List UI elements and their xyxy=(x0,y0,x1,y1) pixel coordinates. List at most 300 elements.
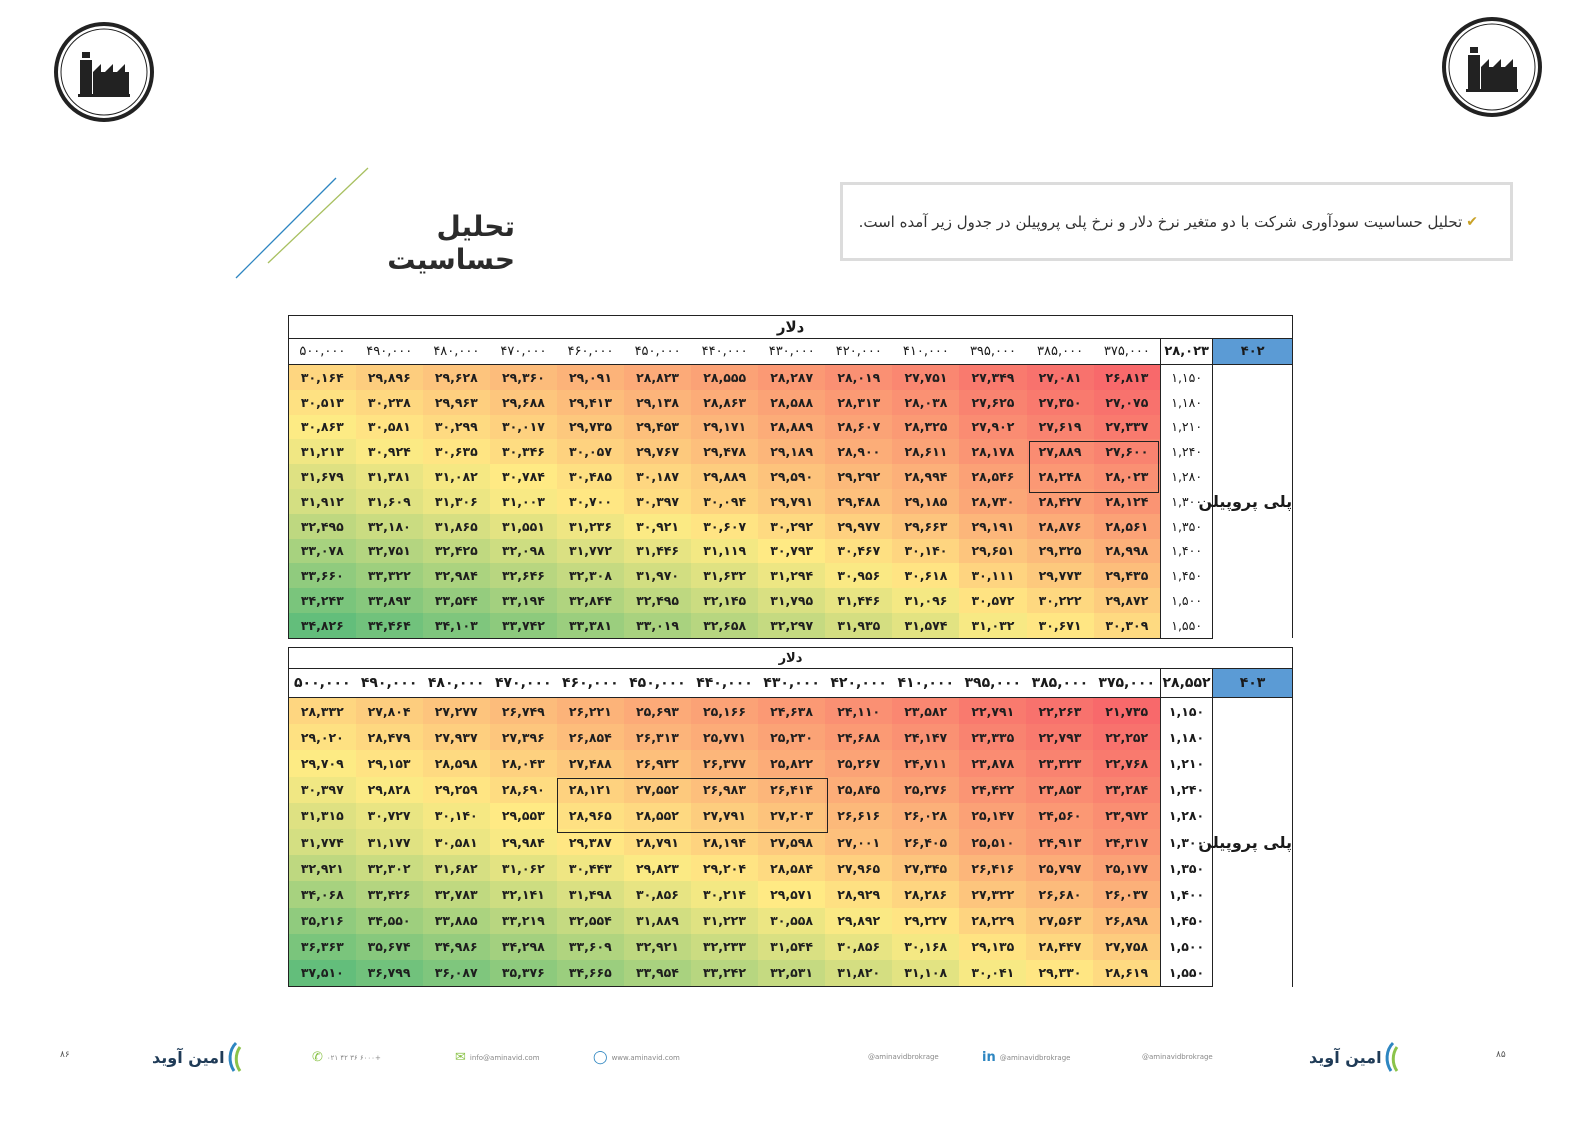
profit-cell: ۲۹,۷۳۵ xyxy=(557,415,624,440)
profit-cell: ۳۰,۷۸۴ xyxy=(490,464,557,489)
profit-cell: ۳۲,۲۹۷ xyxy=(758,613,825,638)
polypropylene-rate: ۱,۴۰۰ xyxy=(1161,539,1213,564)
profit-cell: ۲۹,۱۵۳ xyxy=(356,750,423,776)
profit-cell: ۲۸,۸۶۳ xyxy=(691,390,758,415)
profit-cell: ۳۲,۹۲۱ xyxy=(289,855,356,881)
profit-cell: ۳۶,۳۶۳ xyxy=(289,934,356,960)
profit-cell: ۲۸,۴۴۷ xyxy=(1026,934,1093,960)
profit-cell: ۲۸,۱۲۱ xyxy=(557,777,624,803)
table-row xyxy=(289,829,1293,855)
profit-cell: ۳۰,۷۰۰ xyxy=(557,489,624,514)
brand-mark-icon xyxy=(225,1042,247,1072)
profit-cell: ۳۰,۲۲۲ xyxy=(1027,588,1094,613)
phone-icon: ✆ xyxy=(312,1050,323,1065)
dollar-rate-header: ۴۴۰,۰۰۰ xyxy=(691,339,758,365)
profit-cell: ۳۱,۰۸۲ xyxy=(423,464,490,489)
profit-cell: ۲۸,۵۶۱ xyxy=(1094,514,1161,539)
profit-cell: ۲۸,۶۱۱ xyxy=(892,439,959,464)
profit-cell: ۳۶,۷۹۹ xyxy=(356,960,423,987)
profit-cell: ۲۳,۲۸۴ xyxy=(1093,777,1160,803)
profit-cell: ۲۷,۳۴۵ xyxy=(892,855,959,881)
profit-cell: ۳۰,۲۹۲ xyxy=(758,514,825,539)
profit-cell: ۲۷,۶۰۰ xyxy=(1094,439,1161,464)
profit-cell: ۳۲,۷۸۳ xyxy=(423,881,490,907)
profit-cell: ۳۳,۸۹۳ xyxy=(356,588,423,613)
profit-cell: ۳۰,۳۰۹ xyxy=(1094,613,1161,638)
profit-cell: ۲۷,۵۹۸ xyxy=(758,829,825,855)
brand-name: امین آوید xyxy=(1309,1047,1382,1067)
polypropylene-rate: ۱,۵۰۰ xyxy=(1161,588,1213,613)
phone-text: ۰۲۱ ۴۲ ۳۶ ۶۰۰۰+ xyxy=(326,1053,381,1062)
profit-cell: ۲۸,۰۳۸ xyxy=(892,390,959,415)
profit-cell: ۳۱,۳۰۶ xyxy=(423,489,490,514)
profit-cell: ۲۹,۹۶۳ xyxy=(423,390,490,415)
profit-cell: ۳۵,۶۷۴ xyxy=(356,934,423,960)
profit-cell: ۳۱,۸۸۹ xyxy=(624,908,691,934)
profit-cell: ۲۵,۲۷۶ xyxy=(892,777,959,803)
profit-cell: ۲۴,۷۱۱ xyxy=(892,750,959,776)
dollar-rate-header: ۵۰۰,۰۰۰ xyxy=(289,669,356,698)
profit-cell: ۲۴,۶۸۸ xyxy=(825,724,892,750)
profit-cell: ۳۳,۹۵۴ xyxy=(624,960,691,987)
profit-cell: ۳۱,۷۷۲ xyxy=(557,539,624,564)
profit-cell: ۲۸,۳۳۲ xyxy=(289,698,356,725)
profit-cell: ۲۶,۶۱۶ xyxy=(825,803,892,829)
profit-cell: ۳۲,۷۵۱ xyxy=(356,539,423,564)
profit-cell: ۳۱,۸۲۰ xyxy=(825,960,892,987)
profit-cell: ۳۱,۰۶۲ xyxy=(490,855,557,881)
profit-cell: ۳۱,۵۵۱ xyxy=(490,514,557,539)
sensitivity-table-403 xyxy=(288,647,1293,987)
profit-cell: ۲۸,۵۹۸ xyxy=(423,750,490,776)
profit-cell: ۲۸,۸۷۶ xyxy=(1027,514,1094,539)
polypropylene-rate: ۱,۱۸۰ xyxy=(1161,390,1213,415)
profit-cell: ۲۷,۹۳۷ xyxy=(423,724,490,750)
table-row xyxy=(289,489,1293,514)
footer-linkedin[interactable] xyxy=(982,1050,1070,1065)
profit-cell: ۲۷,۲۷۷ xyxy=(423,698,490,725)
profit-cell: ۲۸,۹۹۴ xyxy=(892,464,959,489)
dollar-rate-header: ۳۸۵,۰۰۰ xyxy=(1027,339,1094,365)
profit-cell: ۳۱,۵۴۴ xyxy=(758,934,825,960)
profit-cell: ۲۶,۹۸۳ xyxy=(691,777,758,803)
brand-name: امین آوید xyxy=(152,1047,225,1067)
footer-social-3[interactable] xyxy=(1142,1053,1213,1061)
profit-cell: ۲۸,۴۷۹ xyxy=(356,724,423,750)
profit-cell: ۲۹,۳۸۷ xyxy=(557,829,624,855)
profit-cell: ۳۴,۱۰۳ xyxy=(423,613,490,638)
website-text: www.aminavid.com xyxy=(611,1053,680,1062)
polypropylene-rate: ۱,۱۵۰ xyxy=(1161,698,1213,725)
profit-cell: ۳۲,۳۰۲ xyxy=(356,855,423,881)
profit-cell: ۲۸,۸۸۹ xyxy=(758,415,825,440)
profit-cell: ۳۰,۶۳۵ xyxy=(423,439,490,464)
profit-cell: ۳۴,۹۸۶ xyxy=(423,934,490,960)
profit-cell: ۲۷,۲۰۳ xyxy=(758,803,825,829)
profit-cell: ۲۸,۰۱۹ xyxy=(825,365,892,390)
profit-cell: ۲۶,۴۰۵ xyxy=(892,829,959,855)
profit-cell: ۲۸,۳۲۵ xyxy=(892,415,959,440)
profit-cell: ۲۴,۶۳۸ xyxy=(758,698,825,725)
profit-cell: ۲۸,۱۷۸ xyxy=(959,439,1026,464)
profit-cell: ۲۶,۰۲۸ xyxy=(892,803,959,829)
profit-cell: ۳۴,۶۶۵ xyxy=(557,960,624,987)
dollar-rate-header: ۴۱۰,۰۰۰ xyxy=(892,339,959,365)
profit-cell: ۳۰,۸۵۶ xyxy=(825,934,892,960)
profit-cell: ۳۵,۲۱۶ xyxy=(289,908,356,934)
profit-cell: ۳۱,۷۹۵ xyxy=(758,588,825,613)
table-row xyxy=(289,750,1293,776)
profit-cell: ۲۵,۸۲۲ xyxy=(758,750,825,776)
profit-cell: ۳۳,۲۴۲ xyxy=(691,960,758,987)
profit-cell: ۲۴,۹۱۳ xyxy=(1026,829,1093,855)
profit-cell: ۳۰,۶۰۷ xyxy=(691,514,758,539)
profit-cell: ۳۱,۴۴۶ xyxy=(624,539,691,564)
profit-cell: ۲۵,۶۹۳ xyxy=(624,698,691,725)
profit-cell: ۳۰,۹۲۱ xyxy=(624,514,691,539)
profit-cell: ۲۵,۲۳۰ xyxy=(758,724,825,750)
profit-cell: ۲۴,۱۴۷ xyxy=(892,724,959,750)
page-number-left: ۸۶ xyxy=(60,1050,70,1060)
profit-cell: ۲۹,۷۶۷ xyxy=(624,439,691,464)
dollar-rate-header: ۳۸۵,۰۰۰ xyxy=(1026,669,1093,698)
profit-cell: ۲۸,۵۵۵ xyxy=(691,365,758,390)
profit-cell: ۲۸,۲۸۷ xyxy=(758,365,825,390)
dollar-rate-header: ۴۵۰,۰۰۰ xyxy=(624,339,691,365)
profit-cell: ۳۰,۷۲۷ xyxy=(356,803,423,829)
table-row xyxy=(289,415,1293,440)
profit-cell: ۳۲,۶۵۸ xyxy=(691,613,758,638)
profit-cell: ۲۷,۳۹۶ xyxy=(490,724,557,750)
profit-cell: ۲۸,۸۲۳ xyxy=(624,365,691,390)
profit-cell: ۲۹,۷۰۹ xyxy=(289,750,356,776)
dollar-rate-header: ۴۲۰,۰۰۰ xyxy=(825,669,892,698)
profit-cell: ۳۴,۲۴۳ xyxy=(289,588,356,613)
table-row xyxy=(289,613,1293,638)
table-row xyxy=(289,724,1293,750)
table-row xyxy=(289,588,1293,613)
factory-logo-icon xyxy=(1440,15,1544,119)
table-row xyxy=(289,803,1293,829)
profit-cell: ۳۳,۷۴۲ xyxy=(490,613,557,638)
polypropylene-rate: ۱,۳۵۰ xyxy=(1161,855,1213,881)
footer-website[interactable] xyxy=(593,1050,680,1065)
polypropylene-rate: ۱,۵۵۰ xyxy=(1161,613,1213,638)
profit-cell: ۳۴,۵۵۰ xyxy=(356,908,423,934)
profit-cell: ۳۰,۳۴۶ xyxy=(490,439,557,464)
table-row xyxy=(289,514,1293,539)
profit-cell: ۲۹,۴۱۳ xyxy=(557,390,624,415)
profit-cell: ۲۲,۷۹۱ xyxy=(959,698,1026,725)
profit-cell: ۳۰,۹۵۶ xyxy=(825,563,892,588)
profit-cell: ۳۰,۰۱۷ xyxy=(490,415,557,440)
profit-cell: ۲۷,۷۵۸ xyxy=(1093,934,1160,960)
profit-cell: ۲۸,۹۶۵ xyxy=(557,803,624,829)
profit-cell: ۲۹,۲۵۹ xyxy=(423,777,490,803)
profit-cell: ۲۹,۱۹۱ xyxy=(959,514,1026,539)
profit-cell: ۳۴,۴۶۴ xyxy=(356,613,423,638)
profit-cell: ۳۱,۱۰۸ xyxy=(892,960,959,987)
profit-cell: ۲۴,۴۲۲ xyxy=(959,777,1026,803)
profit-cell: ۲۸,۲۸۶ xyxy=(892,881,959,907)
profit-cell: ۲۳,۵۸۲ xyxy=(892,698,959,725)
profit-cell: ۲۸,۶۰۷ xyxy=(825,415,892,440)
profit-cell: ۲۷,۵۵۲ xyxy=(624,777,691,803)
profit-cell: ۲۲,۲۵۲ xyxy=(1093,724,1160,750)
profit-cell: ۲۸,۹۹۸ xyxy=(1094,539,1161,564)
profit-cell: ۲۹,۵۷۱ xyxy=(758,881,825,907)
mail-icon: ✉ xyxy=(455,1050,466,1065)
brand-logo-left xyxy=(148,1042,247,1072)
factory-logo-icon xyxy=(52,20,156,124)
profit-cell: ۳۳,۸۸۵ xyxy=(423,908,490,934)
table-row xyxy=(289,855,1293,881)
profit-cell: ۳۰,۰۴۱ xyxy=(959,960,1026,987)
profit-cell: ۲۸,۴۲۷ xyxy=(1027,489,1094,514)
profit-cell: ۳۰,۱۶۸ xyxy=(892,934,959,960)
profit-cell: ۲۹,۸۲۳ xyxy=(624,855,691,881)
profit-cell: ۲۹,۳۲۵ xyxy=(1027,539,1094,564)
profit-cell: ۲۹,۹۸۴ xyxy=(490,829,557,855)
dollar-rate-header: ۴۸۰,۰۰۰ xyxy=(423,339,490,365)
profit-cell: ۲۹,۷۷۳ xyxy=(1027,563,1094,588)
profit-cell: ۳۲,۲۳۳ xyxy=(691,934,758,960)
footer-email[interactable] xyxy=(455,1050,540,1065)
profit-cell: ۲۴,۱۱۰ xyxy=(825,698,892,725)
profit-cell: ۳۲,۹۲۱ xyxy=(624,934,691,960)
dollar-rate-header: ۴۴۰,۰۰۰ xyxy=(691,669,758,698)
profit-cell: ۳۲,۵۵۴ xyxy=(557,908,624,934)
profit-cell: ۲۵,۷۹۷ xyxy=(1026,855,1093,881)
table-row xyxy=(289,777,1293,803)
profit-cell: ۳۲,۹۸۴ xyxy=(423,563,490,588)
profit-cell: ۳۱,۴۹۸ xyxy=(557,881,624,907)
profit-cell: ۳۰,۵۷۲ xyxy=(959,588,1026,613)
profit-cell: ۲۶,۰۳۷ xyxy=(1093,881,1160,907)
polypropylene-rate: ۱,۲۸۰ xyxy=(1161,464,1213,489)
dollar-rate-header: ۴۹۰,۰۰۰ xyxy=(356,669,423,698)
profit-cell: ۳۰,۲۱۴ xyxy=(691,881,758,907)
profit-cell: ۲۹,۴۵۳ xyxy=(624,415,691,440)
brand-logo-right xyxy=(1305,1042,1404,1072)
polypropylene-rate: ۱,۲۱۰ xyxy=(1161,415,1213,440)
table-title: دلار xyxy=(289,648,1293,669)
company-logo-right xyxy=(1440,15,1544,119)
profit-cell: ۳۰,۶۱۸ xyxy=(892,563,959,588)
profit-cell: ۳۰,۵۸۱ xyxy=(356,415,423,440)
dollar-rate-header: ۳۷۵,۰۰۰ xyxy=(1094,339,1161,365)
profit-cell: ۲۸,۵۵۲ xyxy=(624,803,691,829)
profit-cell: ۲۹,۳۶۰ xyxy=(490,365,557,390)
profit-cell: ۲۵,۲۶۷ xyxy=(825,750,892,776)
polypropylene-rate: ۱,۵۰۰ xyxy=(1161,934,1213,960)
profit-cell: ۲۹,۷۹۱ xyxy=(758,489,825,514)
profit-cell: ۳۱,۲۲۳ xyxy=(691,908,758,934)
row-variable-label: پلی پروپیلن xyxy=(1213,698,1293,987)
profit-cell: ۳۰,۱۶۴ xyxy=(289,365,356,390)
dollar-rate-header: ۳۷۵,۰۰۰ xyxy=(1093,669,1160,698)
row-variable-label: پلی پروپیلن xyxy=(1213,365,1293,639)
profit-cell: ۲۹,۶۵۱ xyxy=(959,539,1026,564)
polypropylene-rate: ۱,۲۴۰ xyxy=(1161,777,1213,803)
profit-cell: ۲۳,۹۷۲ xyxy=(1093,803,1160,829)
dollar-rate-header: ۴۶۰,۰۰۰ xyxy=(557,669,624,698)
profit-cell: ۳۱,۸۶۵ xyxy=(423,514,490,539)
table-row xyxy=(289,539,1293,564)
profit-cell: ۳۵,۳۷۶ xyxy=(490,960,557,987)
social-3-text: @aminavidbrokrage xyxy=(1142,1053,1213,1061)
profit-cell: ۳۷,۵۱۰ xyxy=(289,960,356,987)
profit-cell: ۲۲,۷۹۳ xyxy=(1026,724,1093,750)
profit-cell: ۳۰,۱۱۱ xyxy=(959,563,1026,588)
profit-cell: ۳۰,۸۶۳ xyxy=(289,415,356,440)
profit-cell: ۲۹,۲۹۲ xyxy=(825,464,892,489)
profit-cell: ۲۸,۱۲۴ xyxy=(1094,489,1161,514)
profit-cell: ۳۲,۴۲۵ xyxy=(423,539,490,564)
profit-cell: ۳۳,۰۷۸ xyxy=(289,539,356,564)
profit-cell: ۲۸,۶۹۰ xyxy=(490,777,557,803)
profit-cell: ۲۹,۱۸۹ xyxy=(758,439,825,464)
profit-cell: ۲۹,۵۵۳ xyxy=(490,803,557,829)
profit-cell: ۲۷,۰۸۱ xyxy=(1027,365,1094,390)
profit-cell: ۲۶,۷۴۹ xyxy=(490,698,557,725)
profit-cell: ۲۷,۹۶۵ xyxy=(825,855,892,881)
profit-cell: ۳۰,۱۴۰ xyxy=(423,803,490,829)
table-row xyxy=(289,908,1293,934)
profit-cell: ۲۹,۲۲۷ xyxy=(892,908,959,934)
footer-phone[interactable] xyxy=(312,1050,381,1065)
profit-cell: ۳۲,۱۴۱ xyxy=(490,881,557,907)
dollar-rate-header: ۴۶۰,۰۰۰ xyxy=(557,339,624,365)
profit-cell: ۲۸,۰۴۳ xyxy=(490,750,557,776)
profit-cell: ۳۲,۸۴۴ xyxy=(557,588,624,613)
profit-cell: ۲۹,۸۹۲ xyxy=(825,908,892,934)
profit-cell: ۳۴,۲۹۸ xyxy=(490,934,557,960)
profit-cell: ۳۱,۲۹۴ xyxy=(758,563,825,588)
checkmark-icon: ✔ xyxy=(1466,213,1478,230)
profit-cell: ۲۹,۶۲۸ xyxy=(423,365,490,390)
profit-cell: ۳۲,۱۸۰ xyxy=(356,514,423,539)
profit-cell: ۳۰,۹۲۴ xyxy=(356,439,423,464)
polypropylene-rate: ۱,۱۵۰ xyxy=(1161,365,1213,390)
profit-cell: ۲۸,۵۴۶ xyxy=(959,464,1026,489)
dollar-rate-header: ۴۳۰,۰۰۰ xyxy=(758,669,825,698)
profit-cell: ۲۸,۱۹۴ xyxy=(691,829,758,855)
linkedin-text: @aminavidbrokrage xyxy=(999,1053,1071,1062)
profit-cell: ۳۳,۴۲۶ xyxy=(356,881,423,907)
profit-cell: ۳۰,۱۸۷ xyxy=(624,464,691,489)
base-value: ۲۸,۰۲۳ xyxy=(1161,339,1213,365)
profit-cell: ۲۷,۳۳۷ xyxy=(1094,415,1161,440)
profit-cell: ۲۹,۲۰۴ xyxy=(691,855,758,881)
profit-cell: ۲۶,۳۱۳ xyxy=(624,724,691,750)
polypropylene-rate: ۱,۴۵۰ xyxy=(1161,563,1213,588)
profit-cell: ۳۱,۲۱۳ xyxy=(289,439,356,464)
dollar-rate-header: ۴۷۰,۰۰۰ xyxy=(490,339,557,365)
polypropylene-rate: ۱,۱۸۰ xyxy=(1161,724,1213,750)
profit-cell: ۳۰,۳۹۷ xyxy=(624,489,691,514)
profit-cell: ۳۳,۳۲۲ xyxy=(356,563,423,588)
polypropylene-rate: ۱,۳۵۰ xyxy=(1161,514,1213,539)
profit-cell: ۲۲,۲۶۳ xyxy=(1026,698,1093,725)
table-row xyxy=(289,365,1293,390)
profit-cell: ۲۶,۶۸۰ xyxy=(1026,881,1093,907)
profit-cell: ۲۹,۰۲۰ xyxy=(289,724,356,750)
profit-cell: ۳۶,۰۸۷ xyxy=(423,960,490,987)
profit-cell: ۲۹,۸۹۶ xyxy=(356,365,423,390)
footer-social-1[interactable] xyxy=(868,1053,939,1061)
profit-cell: ۲۵,۸۴۵ xyxy=(825,777,892,803)
profit-cell: ۲۹,۶۶۳ xyxy=(892,514,959,539)
profit-cell: ۲۲,۷۶۸ xyxy=(1093,750,1160,776)
profit-cell: ۲۸,۰۲۳ xyxy=(1094,464,1161,489)
profit-cell: ۲۶,۲۲۱ xyxy=(557,698,624,725)
profit-cell: ۲۵,۷۷۱ xyxy=(691,724,758,750)
profit-cell: ۳۰,۰۹۴ xyxy=(691,489,758,514)
year-label: ۴۰۲ xyxy=(1213,339,1293,365)
profit-cell: ۲۶,۸۵۴ xyxy=(557,724,624,750)
table-row xyxy=(289,960,1293,987)
profit-cell: ۲۸,۶۱۹ xyxy=(1093,960,1160,987)
table-row xyxy=(289,390,1293,415)
table-row xyxy=(289,563,1293,588)
dollar-rate-header: ۵۰۰,۰۰۰ xyxy=(289,339,356,365)
profit-cell: ۲۸,۹۰۰ xyxy=(825,439,892,464)
profit-cell: ۳۲,۰۹۸ xyxy=(490,539,557,564)
table-row xyxy=(289,698,1293,725)
profit-cell: ۲۹,۱۳۵ xyxy=(959,934,1026,960)
profit-cell: ۳۱,۶۸۲ xyxy=(423,855,490,881)
dollar-rate-header: ۳۹۵,۰۰۰ xyxy=(959,339,1026,365)
profit-cell: ۲۷,۶۲۵ xyxy=(959,390,1026,415)
profit-cell: ۳۲,۱۴۵ xyxy=(691,588,758,613)
profit-cell: ۲۹,۸۲۸ xyxy=(356,777,423,803)
profit-cell: ۳۳,۶۰۹ xyxy=(557,934,624,960)
email-text: info@aminavid.com xyxy=(469,1053,540,1062)
profit-cell: ۲۹,۱۷۱ xyxy=(691,415,758,440)
profit-cell: ۲۷,۷۹۱ xyxy=(691,803,758,829)
profit-cell: ۲۹,۸۸۹ xyxy=(691,464,758,489)
profit-cell: ۲۷,۸۰۴ xyxy=(356,698,423,725)
sensitivity-table-402 xyxy=(288,315,1293,639)
profit-cell: ۲۸,۵۸۴ xyxy=(758,855,825,881)
profit-cell: ۲۷,۴۸۸ xyxy=(557,750,624,776)
profit-cell: ۲۴,۵۶۰ xyxy=(1026,803,1093,829)
polypropylene-rate: ۱,۲۸۰ xyxy=(1161,803,1213,829)
profit-cell: ۲۶,۹۳۲ xyxy=(624,750,691,776)
table-row xyxy=(289,464,1293,489)
profit-cell: ۳۱,۶۷۹ xyxy=(289,464,356,489)
table-title: دلار xyxy=(289,316,1293,339)
profit-cell: ۲۳,۸۷۸ xyxy=(959,750,1026,776)
table-row xyxy=(289,881,1293,907)
year-label: ۴۰۳ xyxy=(1213,669,1293,698)
profit-cell: ۲۳,۳۳۵ xyxy=(959,724,1026,750)
profit-cell: ۲۷,۳۵۰ xyxy=(1027,390,1094,415)
profit-cell: ۲۱,۷۳۵ xyxy=(1093,698,1160,725)
profit-cell: ۲۸,۲۴۸ xyxy=(1027,464,1094,489)
profit-cell: ۲۴,۳۱۷ xyxy=(1093,829,1160,855)
profit-cell: ۳۲,۳۰۸ xyxy=(557,563,624,588)
profit-cell: ۲۹,۶۸۸ xyxy=(490,390,557,415)
profit-cell: ۲۳,۸۵۳ xyxy=(1026,777,1093,803)
profit-cell: ۳۱,۶۰۹ xyxy=(356,489,423,514)
profit-cell: ۳۳,۶۶۰ xyxy=(289,563,356,588)
profit-cell: ۲۹,۱۸۵ xyxy=(892,489,959,514)
mouse-icon: ◯ xyxy=(593,1050,608,1065)
dollar-rate-header: ۴۱۰,۰۰۰ xyxy=(892,669,959,698)
profit-cell: ۲۵,۱۷۷ xyxy=(1093,855,1160,881)
